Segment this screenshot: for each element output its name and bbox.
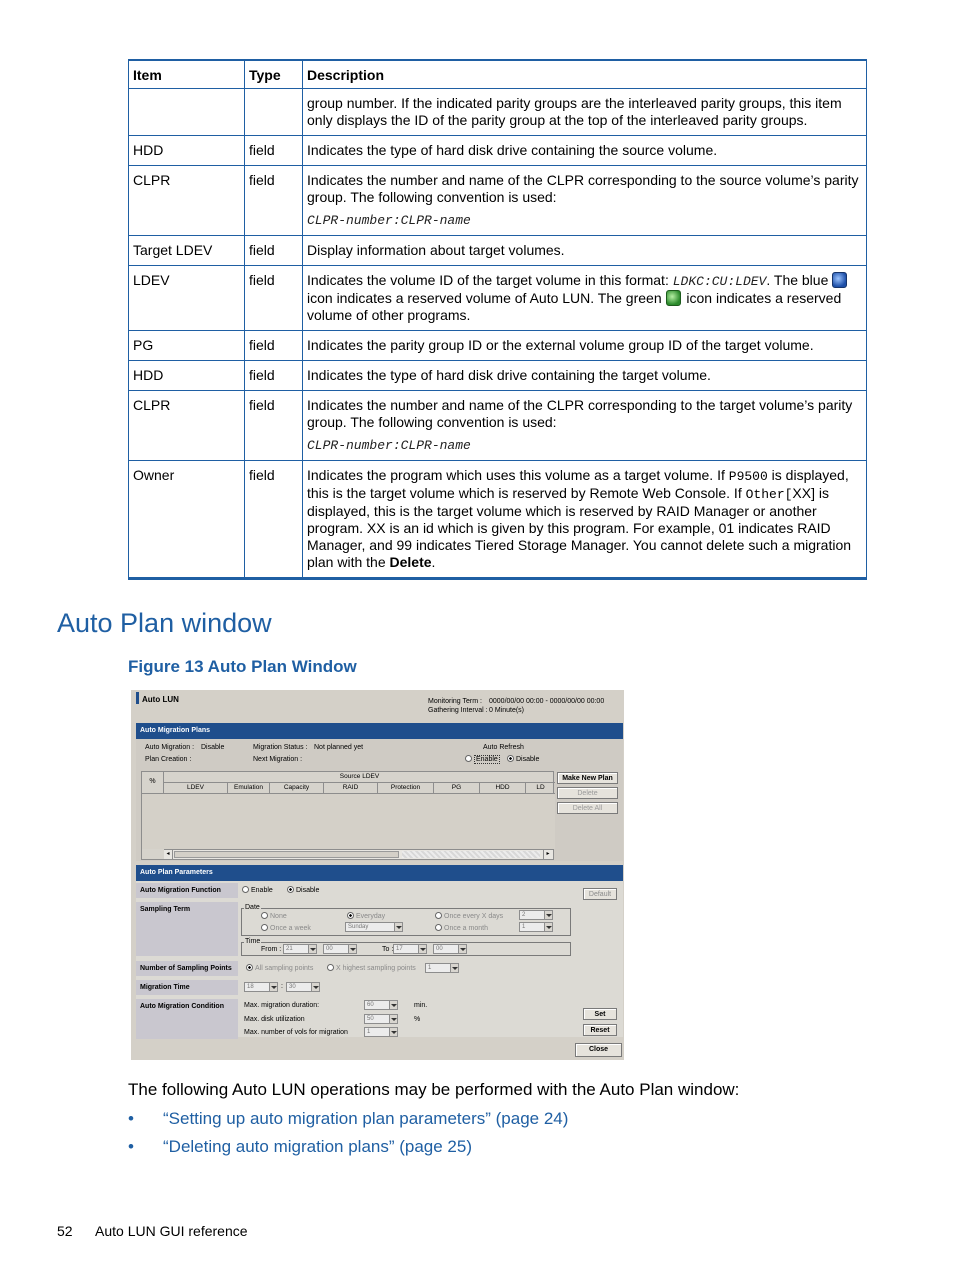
from-hour-select[interactable] <box>283 944 317 954</box>
pct-column-header: % <box>142 772 164 794</box>
cell-type: field <box>245 135 303 165</box>
source-ldev-header: Source LDEV <box>164 772 555 783</box>
number-of-sampling-points-label: Number of Sampling Points <box>136 961 238 976</box>
cell-type: field <box>245 390 303 460</box>
cell-description: Display information about target volumes. <box>303 235 867 265</box>
chevron-down-icon <box>544 923 552 931</box>
migration-hour-select[interactable] <box>244 982 278 992</box>
horizontal-scrollbar[interactable] <box>164 849 553 859</box>
x-highest-label: X highest sampling points <box>336 965 416 972</box>
date-everyday-label: Everyday <box>356 913 386 920</box>
max-duration-label: Max. migration duration: <box>244 1002 320 1009</box>
migration-hour-value: 18 <box>247 984 254 990</box>
all-sampling-points-label: All sampling points <box>255 965 314 972</box>
bullet-marker: • <box>128 1109 134 1128</box>
bullet-marker: • <box>128 1137 134 1156</box>
chevron-down-icon <box>458 945 466 953</box>
description-text: is displayed, this is the target volume which is reserved by Remote Web Console. If <box>307 466 849 501</box>
auto-migration-plans-bar: Auto Migration Plans <box>136 723 623 739</box>
chevron-down-icon <box>311 983 319 991</box>
cell-description: Indicates the type of hard disk drive containing the source volume. <box>303 135 867 165</box>
auto-migration-condition-label: Auto Migration Condition <box>136 999 238 1039</box>
section-title: Auto Plan window <box>57 608 272 638</box>
convention-code: CLPR-number:CLPR-name <box>307 437 471 453</box>
function-disable-radio[interactable] <box>287 886 319 894</box>
cell-description: group number. If the indicated parity groups are the interleaved parity groups, this item only displays the ID of the parity group at the top of the interleaved parity groups. <box>303 88 867 135</box>
radio-icon <box>261 912 268 919</box>
reset-button[interactable]: Reset <box>583 1024 617 1036</box>
auto-plan-window-figure <box>131 690 624 1060</box>
chevron-down-icon <box>418 945 426 953</box>
migration-minute-value: 30 <box>289 984 296 990</box>
date-legend: Date <box>245 904 260 911</box>
cell-description <box>303 165 867 235</box>
convention-code: CLPR-number:CLPR-name <box>307 212 471 228</box>
migration-time-label: Migration Time <box>136 980 238 995</box>
plans-table <box>141 771 554 860</box>
col-ld: LD <box>536 784 545 791</box>
chevron-down-icon <box>389 1028 397 1036</box>
date-once-week-label: Once a week <box>270 925 311 932</box>
chevron-down-icon <box>269 983 277 991</box>
page-number: 52 <box>57 1223 73 1239</box>
description-text: . The blue <box>766 271 833 288</box>
auto-migration-label: Auto Migration : <box>145 744 195 751</box>
col-protection: Protection <box>378 783 434 793</box>
migration-time-separator: : <box>281 983 283 990</box>
description-text: Indicates the number and name of the CLPR corresponding to the target volume’s parity group. The following convention is used: <box>307 396 853 430</box>
time-legend: Time <box>245 938 261 945</box>
code-other-tail: XX] <box>792 484 815 501</box>
auto-refresh-disable-label: Disable <box>516 756 540 763</box>
code-p9500: P9500 <box>728 468 768 484</box>
table-row <box>129 135 867 165</box>
description-text: icon indicates a reserved volume of Auto LUN. The green <box>307 289 666 306</box>
chevron-down-icon <box>389 1001 397 1009</box>
gathering-interval-label: Gathering Interval : <box>428 707 488 714</box>
date-none-radio[interactable] <box>261 912 287 920</box>
col-pg: PG <box>434 783 480 793</box>
sampling-term-label: Sampling Term <box>136 902 238 956</box>
minutes-unit: min. <box>414 1002 428 1009</box>
max-duration-value: 60 <box>367 1002 374 1008</box>
cell-type <box>245 88 303 135</box>
cell-item: HDD <box>129 360 245 390</box>
migration-status-label: Migration Status : <box>253 744 308 751</box>
description-text: . <box>431 553 436 570</box>
cell-item: LDEV <box>129 265 245 330</box>
cell-description <box>303 460 867 578</box>
weekday-select[interactable] <box>345 922 403 932</box>
table-row <box>129 360 867 390</box>
header-item: Item <box>129 60 245 88</box>
auto-refresh-label: Auto Refresh <box>483 744 524 751</box>
from-minute-select[interactable] <box>323 944 357 954</box>
x-highest-value: 1 <box>428 965 432 971</box>
table-row <box>129 235 867 265</box>
description-text: Indicates the program which uses this volume as a target volume. If <box>307 466 729 483</box>
auto-refresh-enable-radio[interactable] <box>465 755 500 763</box>
cell-description: Indicates the type of hard disk drive containing the target volume. <box>303 360 867 390</box>
radio-selected-icon <box>507 755 514 762</box>
make-new-plan-button[interactable]: Make New Plan <box>557 772 618 784</box>
cell-item: Target LDEV <box>129 235 245 265</box>
scroll-right-icon[interactable]: ▸ <box>543 850 552 859</box>
figure-caption: Figure 13 Auto Plan Window <box>128 657 357 676</box>
cell-type: field <box>245 460 303 578</box>
radio-icon <box>435 924 442 931</box>
table-row <box>129 265 867 330</box>
migration-minute-select[interactable] <box>286 982 320 992</box>
chevron-down-icon <box>544 911 552 919</box>
radio-icon <box>327 964 334 971</box>
chevron-down-icon <box>348 945 356 953</box>
reserved-auto-lun-icon <box>832 272 847 288</box>
chevron-down-icon <box>450 964 458 972</box>
table-row <box>129 330 867 360</box>
col-hdd: HDD <box>480 783 526 793</box>
max-duration-select[interactable] <box>364 1000 398 1010</box>
to-minute-select[interactable] <box>433 944 467 954</box>
max-disk-utilization-value: 50 <box>367 1016 374 1022</box>
date-once-week-radio[interactable] <box>261 924 311 932</box>
function-disable-label: Disable <box>296 887 320 894</box>
table-row <box>129 88 867 135</box>
chevron-down-icon <box>394 923 402 931</box>
col-capacity: Capacity <box>270 783 324 793</box>
max-ldevs-label: Max. number of vols for migration <box>244 1029 348 1036</box>
month-day-value: 1 <box>522 924 526 930</box>
cell-item: Owner <box>129 460 245 578</box>
description-text: is displayed, this is the target volume which is reserved by RAID Manager or another program. XX is an id which is given by this program. For example, 01 indicates RAID Manager, and 99 indicates Tiered Storage Manager. You cannot delete such a migration plan with the <box>307 484 852 570</box>
radio-selected-icon <box>246 964 253 971</box>
cell-item: PG <box>129 330 245 360</box>
plan-creation-label: Plan Creation : <box>145 756 192 763</box>
cell-description <box>303 390 867 460</box>
from-hour-value: 21 <box>286 946 293 952</box>
set-button[interactable]: Set <box>583 1008 617 1020</box>
code-other: Other[ <box>745 486 793 502</box>
cell-description <box>303 265 867 330</box>
date-once-every-days-label: Once every X days <box>444 913 504 920</box>
date-everyday-radio[interactable] <box>347 912 385 920</box>
cell-item: CLPR <box>129 390 245 460</box>
next-migration-label: Next Migration : <box>253 756 303 763</box>
plans-table-body <box>142 794 555 849</box>
cell-item <box>129 88 245 135</box>
cell-type: field <box>245 360 303 390</box>
cell-type: field <box>245 235 303 265</box>
scroll-track <box>402 851 540 858</box>
from-minute-value: 00 <box>326 946 333 952</box>
radio-selected-icon <box>347 912 354 919</box>
month-day-select[interactable] <box>519 922 553 932</box>
auto-plan-parameters-bar: Auto Plan Parameters <box>136 865 623 881</box>
percent-unit: % <box>414 1016 421 1023</box>
radio-icon <box>242 886 249 893</box>
max-ldevs-value: 1 <box>367 1029 371 1035</box>
x-highest-radio[interactable] <box>327 964 416 972</box>
function-enable-label: Enable <box>251 887 273 894</box>
chevron-down-icon <box>308 945 316 953</box>
date-none-label: None <box>270 913 287 920</box>
cell-type: field <box>245 165 303 235</box>
default-button[interactable]: Default <box>583 888 617 900</box>
chevron-down-icon <box>389 1015 397 1023</box>
cell-type: field <box>245 265 303 330</box>
table-row <box>129 165 867 235</box>
all-sampling-points-radio[interactable] <box>246 964 313 972</box>
max-ldevs-select[interactable] <box>364 1027 398 1037</box>
scroll-left-icon[interactable]: ◂ <box>164 850 173 859</box>
format-code: LDKC:CU:LDEV <box>672 273 767 289</box>
radio-icon <box>261 924 268 931</box>
function-enable-radio[interactable] <box>242 886 273 894</box>
table-header-row <box>129 60 867 88</box>
link-setting-up-parameters[interactable]: “Setting up auto migration plan parameters” (page 24) <box>163 1109 569 1128</box>
max-disk-utilization-label: Max. disk utilization <box>244 1016 305 1023</box>
to-hour-select[interactable] <box>393 944 427 954</box>
reference-table <box>128 59 867 580</box>
reserved-other-program-icon <box>666 290 681 306</box>
date-once-month-radio[interactable] <box>435 924 488 932</box>
date-once-every-days-radio[interactable] <box>435 912 503 920</box>
col-emulation: Emulation <box>228 783 270 793</box>
link-deleting-plans[interactable]: “Deleting auto migration plans” (page 25) <box>163 1137 473 1156</box>
date-once-month-label: Once a month <box>444 925 488 932</box>
cell-description: Indicates the parity group ID or the external volume group ID of the target volume. <box>303 330 867 360</box>
description-text: icon indicates a reserved volume of other programs. <box>307 289 842 323</box>
scroll-thumb[interactable] <box>174 851 399 858</box>
close-button[interactable]: Close <box>575 1043 622 1057</box>
radio-selected-icon <box>287 886 294 893</box>
auto-migration-value: Disable <box>201 744 225 751</box>
header-type: Type <box>245 60 303 88</box>
delete-button[interactable]: Delete <box>557 787 618 799</box>
x-highest-select[interactable] <box>425 963 459 973</box>
description-text: Indicates the volume ID of the target volume in this format: <box>307 271 673 288</box>
migration-status-value: Not planned yet <box>314 744 364 751</box>
col-raid: RAID <box>324 783 378 793</box>
cell-item: CLPR <box>129 165 245 235</box>
delete-bold: Delete <box>389 553 432 570</box>
to-hour-value: 17 <box>396 946 403 952</box>
col-ldev: LDEV <box>164 783 228 793</box>
auto-refresh-enable-label: Enable <box>476 756 498 763</box>
days-value: 2 <box>522 912 526 918</box>
auto-migration-function-label: Auto Migration Function <box>136 883 238 898</box>
header-description: Description <box>303 60 867 88</box>
to-minute-value: 00 <box>436 946 443 952</box>
description-text: Indicates the number and name of the CLPR corresponding to the source volume’s parity group. The following convention is used: <box>307 171 859 205</box>
auto-refresh-disable-radio[interactable] <box>507 755 539 763</box>
days-select[interactable] <box>519 910 553 920</box>
radio-icon <box>465 755 472 762</box>
columns-header-row <box>164 783 555 794</box>
from-label: From : <box>261 946 282 953</box>
delete-all-button[interactable]: Delete All <box>557 802 618 814</box>
monitoring-term-value: 0000/00/00 00:00 - 0000/00/00 00:00 <box>489 698 605 705</box>
cell-item: HDD <box>129 135 245 165</box>
cell-type: field <box>245 330 303 360</box>
footer-title: Auto LUN GUI reference <box>95 1223 248 1239</box>
table-row <box>129 460 867 578</box>
intro-paragraph: The following Auto LUN operations may be performed with the Auto Plan window: <box>128 1080 740 1099</box>
max-disk-utilization-select[interactable] <box>364 1014 398 1024</box>
app-title: Auto LUN <box>142 695 179 704</box>
table-row <box>129 390 867 460</box>
title-accent <box>136 692 139 704</box>
monitoring-term-label: Monitoring Term : <box>428 698 482 705</box>
radio-icon <box>435 912 442 919</box>
weekday-value: Sunday <box>348 924 369 930</box>
gathering-interval-value: 0 Minute(s) <box>489 707 525 714</box>
page-footer <box>57 1223 248 1239</box>
to-label: To : <box>382 946 394 953</box>
